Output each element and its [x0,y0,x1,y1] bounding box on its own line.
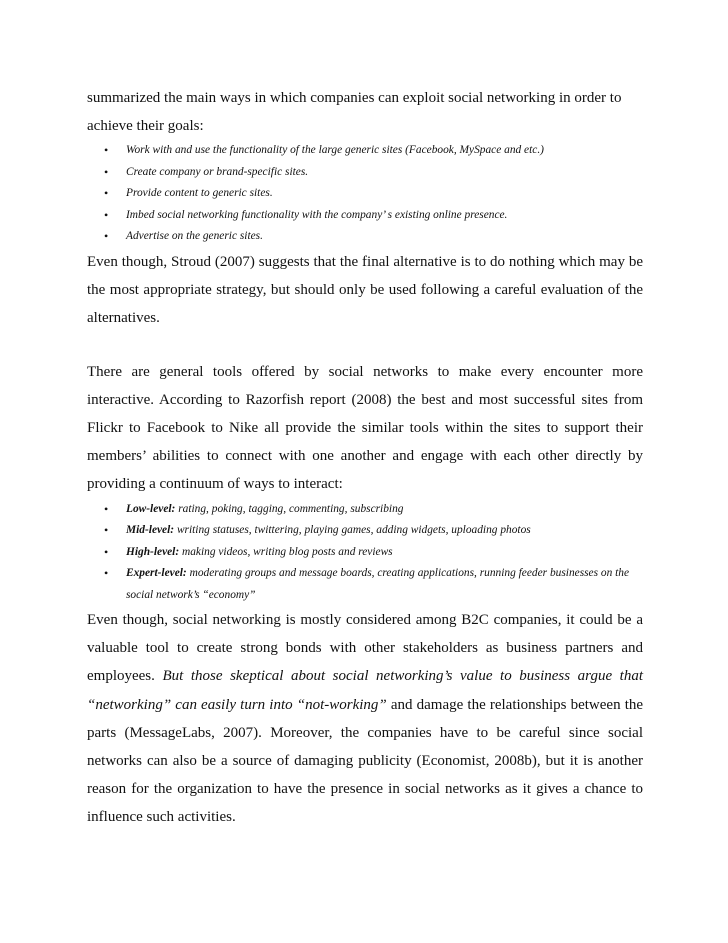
level-label: Mid-level: [126,524,175,537]
b2c-start: Even though, social networking is mostly considered among B2C companies, it could be a valuable tool to create strong bonds with other stakeholders as business partners and employees. [87,612,643,685]
level-label: Expert-level: [126,567,187,580]
list-item [87,499,643,521]
list-item [87,563,643,606]
bullet-icon: • [104,164,109,179]
level-label: Low-level: [126,502,176,515]
levels-list [87,499,643,607]
bullet-icon: • [104,566,109,581]
b2c-italic: But those skeptical about social networking’s value to business argue that “networking” can easily turn into “not-working” [87,668,643,713]
list-item: • Provide content to generic sites. [87,183,643,205]
bullet-icon: • [104,544,109,559]
paragraph-stroud: Even though, Stroud (2007) suggests that the final alternative is to do nothing which may be the most appropriate strategy, but should only be used following a careful evaluation of the alternatives. [87,253,643,327]
paragraph-b2c [87,606,643,832]
level-desc: moderating groups and message boards, creating applications, running feeder businesses on the social network’s “economy” [126,567,630,601]
level-desc: making videos, writing blog posts and reviews [182,545,393,558]
b2c-end: and damage the relationships between the parts (MessageLabs, 2007). Moreover, the companies have to be careful since social networks can also be a source of damaging publicity (Economist, 2008b), but it is another reason for the organization to have the presence in social networks as it gives a chance to influence such activities. [87,696,644,826]
bullet-icon: • [104,143,109,158]
list-item [87,520,643,542]
paragraph-tools: There are general tools offered by social networks to make every encounter more interactive. According to Razorfish report (2008) the best and most successful sites from Flickr to Facebook to Nike all provide the similar tools within the sites to support their members’ abilities to connect with one another and engage with each other directly by providing a continuum of ways to interact: [87,363,643,493]
level-desc: writing statuses, twittering, playing games, adding widgets, uploading photos [176,524,531,537]
bullet-icon: • [104,501,109,516]
bullet-icon: • [104,229,109,244]
list-item: • Work with and use the functionality of the large generic sites (Facebook, MySpace and etc.) [87,140,643,162]
level-desc: rating, poking, tagging, commenting, subscribing [178,502,404,515]
list-item: • Advertise on the generic sites. [87,226,643,248]
paragraph-gap [87,333,643,358]
list-item: • Create company or brand-specific sites. [87,162,643,184]
list-item [87,542,643,564]
bullet-icon: • [104,523,109,538]
level-label: High-level: [126,545,180,558]
ways-list [87,140,643,248]
list-item: • Imbed social networking functionality with the company’ s existing online presence. [87,205,643,227]
bullet-icon: • [104,186,109,201]
page-content [87,84,643,832]
paragraph-intro: summarized the main ways in which companies can exploit social networking in order to achieve their goals: [87,90,622,135]
bullet-icon: • [104,207,109,222]
